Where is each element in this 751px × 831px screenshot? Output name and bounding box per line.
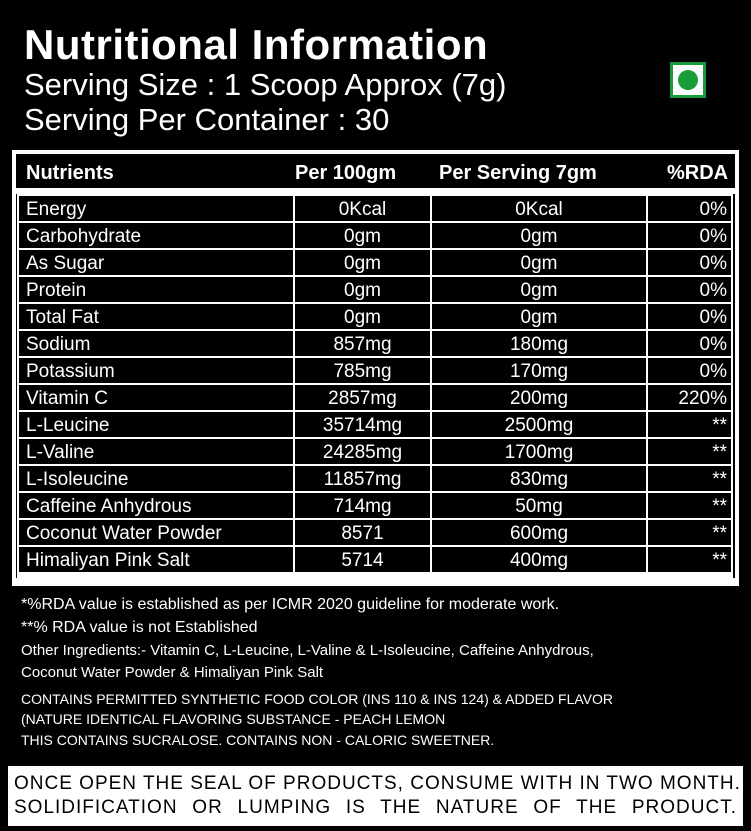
nutrient-name: Energy	[19, 196, 293, 221]
table-row	[17, 466, 733, 493]
rda-value: **	[648, 520, 731, 545]
rda-value: 0%	[648, 223, 731, 248]
per-100gm-value: 714mg	[295, 493, 430, 518]
table-row	[17, 358, 733, 385]
nutrient-name: Carbohydrate	[19, 223, 293, 248]
nutrient-name: Sodium	[19, 331, 293, 356]
table-row	[17, 223, 733, 250]
per-100gm-value: 785mg	[295, 358, 430, 383]
table-row	[17, 412, 733, 439]
column-header-per-100gm: Per 100gm	[295, 162, 397, 184]
per-serving-value: 50mg	[432, 493, 646, 518]
rda-value: 0%	[648, 250, 731, 275]
nutrient-name: Caffeine Anhydrous	[19, 493, 293, 518]
per-100gm-value: 35714mg	[295, 412, 430, 437]
per-100gm-value: 2857mg	[295, 385, 430, 410]
per-100gm-value: 5714	[295, 547, 430, 572]
rda-not-established-note: **% RDA value is not Established	[21, 619, 258, 636]
rda-value: 220%	[648, 385, 731, 410]
per-100gm-value: 24285mg	[295, 439, 430, 464]
table-row	[17, 439, 733, 466]
nutrient-name: L-Isoleucine	[19, 466, 293, 491]
rda-value: 0%	[648, 277, 731, 302]
nutrient-name: L-Leucine	[19, 412, 293, 437]
table-row	[17, 304, 733, 331]
nutrient-name: Potassium	[19, 358, 293, 383]
frame-left	[12, 150, 16, 586]
per-serving-value: 0Kcal	[432, 196, 646, 221]
column-header-rda: %RDA	[667, 162, 729, 184]
rda-value: **	[648, 547, 731, 572]
rda-value: 0%	[648, 196, 731, 221]
per-serving-value: 0gm	[432, 223, 646, 248]
rda-value: **	[648, 412, 731, 437]
divider-top	[12, 150, 739, 154]
rda-value: **	[648, 493, 731, 518]
per-serving-value: 0gm	[432, 250, 646, 275]
label-header	[0, 0, 751, 150]
per-100gm-value: 0gm	[295, 304, 430, 329]
contains-line-1: CONTAINS PERMITTED SYNTHETIC FOOD COLOR (INS 110 & INS 124) & ADDED FLAVOR	[21, 691, 613, 707]
rda-value: 0%	[648, 331, 731, 356]
per-100gm-value: 0gm	[295, 250, 430, 275]
serving-size: Serving Size : 1 Scoop Approx (7g)	[24, 67, 507, 102]
per-serving-value: 0gm	[432, 277, 646, 302]
storage-warning	[8, 766, 743, 826]
per-100gm-value: 8571	[295, 520, 430, 545]
page-title: Nutritional Information	[24, 21, 489, 68]
per-serving-value: 400mg	[432, 547, 646, 572]
table-row	[17, 520, 733, 547]
column-header-nutrients: Nutrients	[26, 162, 114, 184]
table-row	[17, 385, 733, 412]
divider-bottom	[12, 578, 739, 586]
table-row	[17, 196, 733, 223]
servings-per-container: Serving Per Container : 30	[24, 102, 390, 137]
per-100gm-value: 857mg	[295, 331, 430, 356]
nutrient-name: Protein	[19, 277, 293, 302]
rda-value: **	[648, 439, 731, 464]
nutrient-name: Vitamin C	[19, 385, 293, 410]
per-serving-value: 200mg	[432, 385, 646, 410]
other-ingredients-line-2: Coconut Water Powder & Himaliyan Pink Salt	[21, 664, 324, 681]
per-serving-value: 180mg	[432, 331, 646, 356]
per-serving-value: 830mg	[432, 466, 646, 491]
veg-dot	[678, 70, 698, 90]
contains-line-2: (NATURE IDENTICAL FLAVORING SUBSTANCE - PEACH LEMON	[21, 711, 446, 727]
column-header-per-serving: Per Serving 7gm	[439, 162, 597, 184]
per-serving-value: 1700mg	[432, 439, 646, 464]
table-row	[17, 547, 733, 574]
per-serving-value: 600mg	[432, 520, 646, 545]
per-serving-value: 2500mg	[432, 412, 646, 437]
veg-symbol-icon	[670, 62, 706, 98]
rda-footnote: *%RDA value is established as per ICMR 2020 guideline for moderate work.	[21, 596, 560, 613]
nutrition-table	[17, 194, 733, 578]
per-100gm-value: 0Kcal	[295, 196, 430, 221]
table-row	[17, 331, 733, 358]
nutrient-name: Coconut Water Powder	[19, 520, 293, 545]
per-serving-value: 0gm	[432, 304, 646, 329]
notes-section	[17, 588, 737, 758]
table-row	[17, 493, 733, 520]
nutrient-name: Total Fat	[19, 304, 293, 329]
nutrient-name: L-Valine	[19, 439, 293, 464]
rda-value: 0%	[648, 304, 731, 329]
contains-line-3: THIS CONTAINS SUCRALOSE. CONTAINS NON - CALORIC SWEETNER.	[21, 732, 495, 748]
table-row	[17, 250, 733, 277]
nutrient-name: Himaliyan Pink Salt	[19, 547, 293, 572]
warning-line-2: SOLIDIFICATION OR LUMPING IS THE NATURE OF THE PRODUCT.	[14, 797, 737, 818]
rda-value: 0%	[648, 358, 731, 383]
per-100gm-value: 0gm	[295, 277, 430, 302]
frame-right	[735, 150, 739, 586]
other-ingredients-line-1: Other Ingredients:- Vitamin C, L-Leucine, L-Valine & L-Isoleucine, Caffeine Anhydrous,	[21, 642, 594, 659]
warning-line-1: ONCE OPEN THE SEAL OF PRODUCTS, CONSUME WITH IN TWO MONTH.	[14, 773, 741, 794]
per-100gm-value: 11857mg	[295, 466, 430, 491]
table-row	[17, 277, 733, 304]
rda-value: **	[648, 466, 731, 491]
per-serving-value: 170mg	[432, 358, 646, 383]
per-100gm-value: 0gm	[295, 223, 430, 248]
nutrient-name: As Sugar	[19, 250, 293, 275]
